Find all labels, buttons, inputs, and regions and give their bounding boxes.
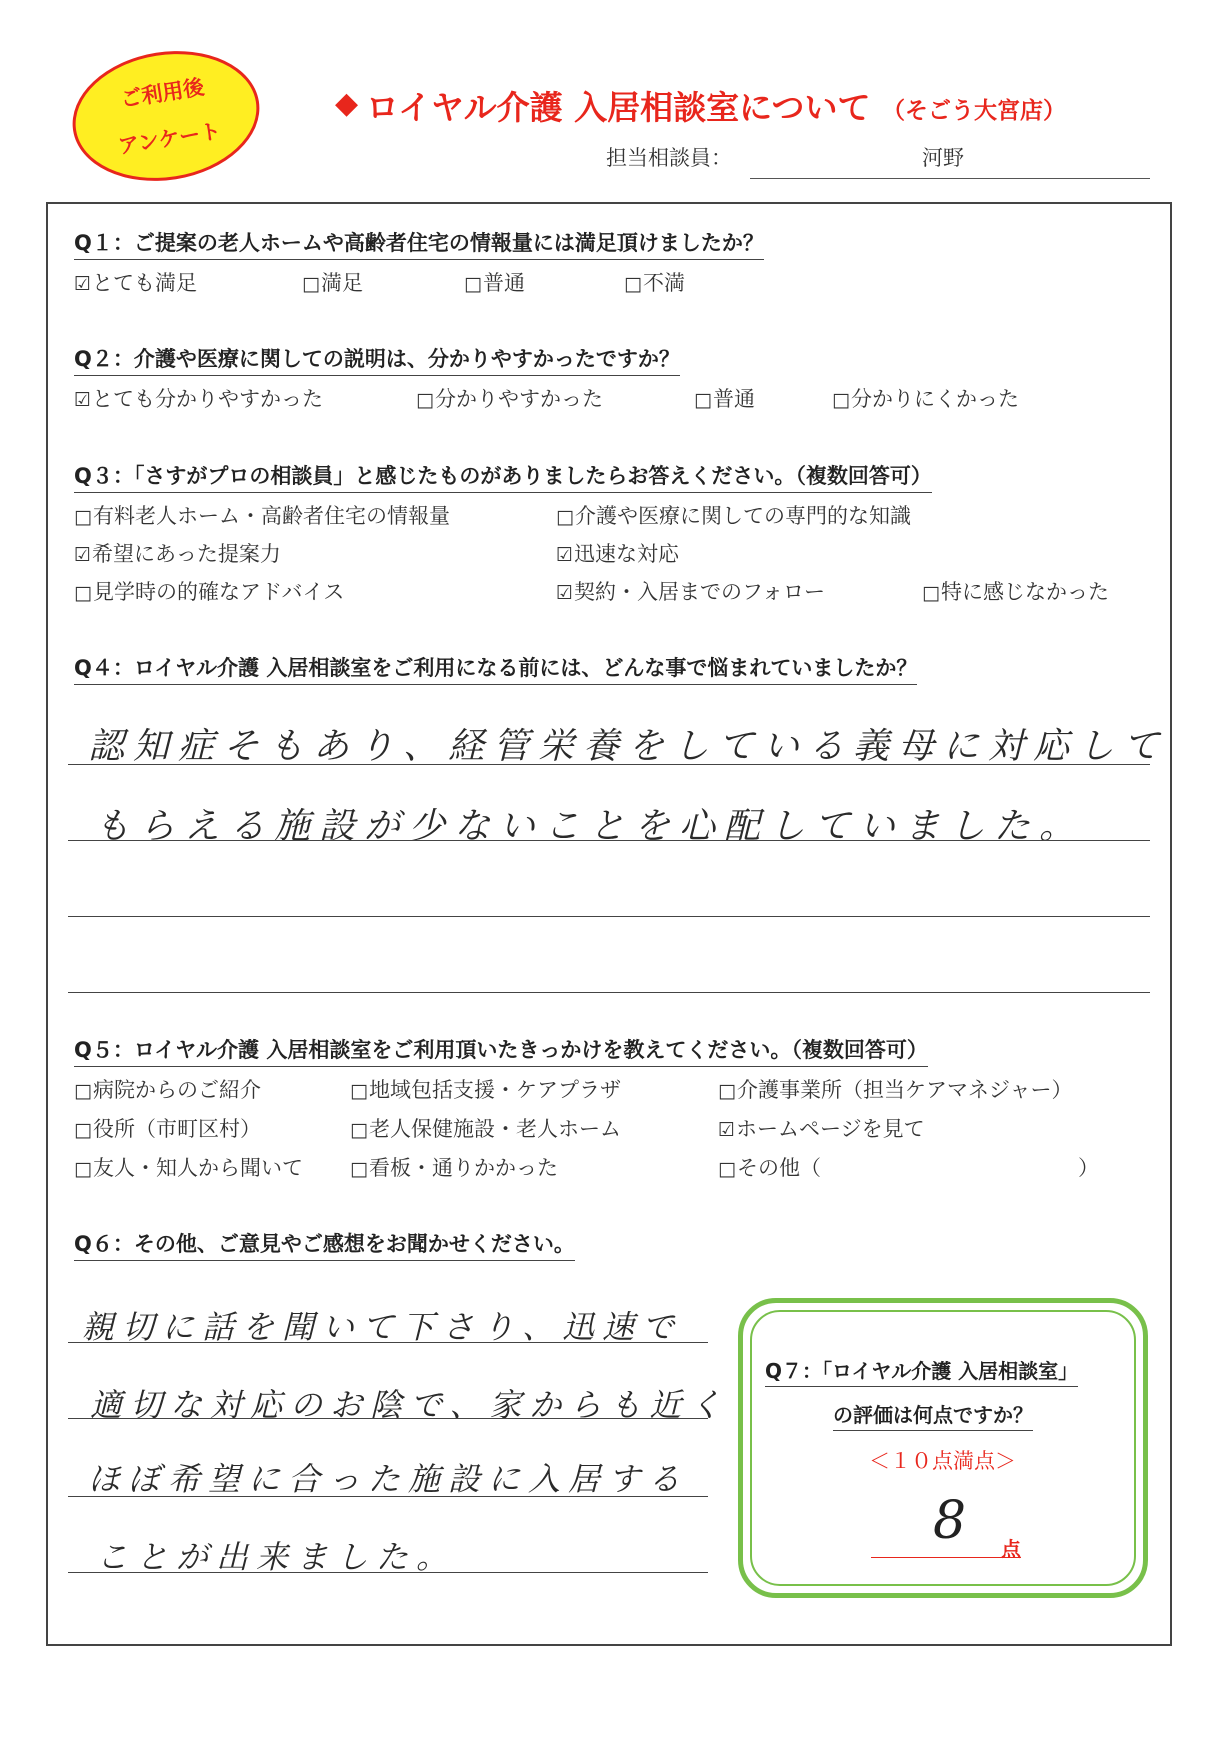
checkbox-icon: □ [74,506,92,528]
q1-question: Q１：ご提案の老人ホームや高齢者住宅の情報量には満足頂けましたか？ [74,227,764,260]
badge-line-1: ご利用後 [119,74,206,112]
q6-answer-line-1: 親切に話を聞いて下さり、迅速で [82,1308,683,1346]
q7-question-line-2: の評価は何点ですか？ [833,1399,1033,1431]
checkbox-icon: □ [74,1119,92,1141]
q6-rule-4 [68,1572,708,1573]
q5-option-7[interactable]: □友人・知人から聞いて [74,1156,303,1180]
q3-option-1[interactable]: □有料老人ホーム・高齢者住宅の情報量 [74,504,450,528]
q4-rule-4 [68,992,1150,993]
q4-answer-line-2: もらえる施設が少ないことを心配していました。 [94,806,1085,847]
staff-label: 担当相談員： [606,146,732,170]
store-name: （そごう大宮店） [882,98,1066,124]
badge-line-2: アンケート [116,118,223,159]
q1-option-2[interactable]: □満足 [302,271,363,295]
q3-question: Q３：「さすがプロの相談員」と感じたものがありましたらお答えください。（複数回答可） [74,460,932,493]
q6-answer-line-3: ほぼ希望に合った施設に入居する [88,1460,689,1498]
q5-option-2[interactable]: □地域包括支援・ケアプラザ [350,1078,621,1102]
q1-option-1[interactable]: ☑とても満足 [74,271,198,295]
q4-rule-1 [68,764,1150,765]
checked-box-icon: ☑ [74,389,92,411]
checkbox-icon: □ [832,389,850,411]
q7-full-score: ＜１０点満点＞ [869,1449,1016,1473]
q6-rule-1 [68,1342,708,1343]
checked-box-icon: ☑ [556,582,574,604]
q6-question: Q６：その他、ご意見やご感想をお聞かせください。 [74,1228,575,1261]
checkbox-icon: □ [922,582,940,604]
q2-option-4[interactable]: □分かりにくかった [832,387,1019,411]
page-title: ロイヤル介護 入居相談室について [366,88,871,127]
q5-option-9[interactable]: □その他（ [718,1156,821,1180]
q5-option-6[interactable]: ☑ホームページを見て [718,1117,925,1141]
q5-other-close: ） [1078,1156,1099,1180]
q4-rule-3 [68,916,1150,917]
q3-option-4[interactable]: ☑迅速な対応 [556,542,680,566]
q6-rule-3 [68,1496,708,1497]
q5-option-8[interactable]: □看板・通りかかった [350,1156,558,1180]
checkbox-icon: □ [350,1119,368,1141]
q2-question: Q２：介護や医療に関しての説明は、分かりやすかったですか？ [74,343,680,376]
q7-question-line-1: Q７：「ロイヤル介護 入居相談室」 [765,1355,1078,1387]
checkbox-icon: □ [74,582,92,604]
checked-box-icon: ☑ [74,273,92,295]
q4-question: Q４：ロイヤル介護 入居相談室をご利用になる前には、どんな事で悩まれていましたか？ [74,652,917,685]
q6-rule-2 [68,1418,708,1419]
q3-option-6[interactable]: ☑契約・入居までのフォロー [556,580,825,604]
q3-option-3[interactable]: ☑希望にあった提案力 [74,542,281,566]
checkbox-icon: □ [74,1158,92,1180]
checkbox-icon: □ [718,1158,736,1180]
checkbox-icon: □ [302,273,320,295]
checked-box-icon: ☑ [74,544,92,566]
staff-name: 河野 [922,146,964,170]
usage-survey-badge [63,38,269,194]
q7-score-underline [871,1557,1021,1558]
checkbox-icon: □ [556,506,574,528]
checkbox-icon: □ [416,389,434,411]
q4-rule-2 [68,840,1150,841]
q3-option-2[interactable]: □介護や医療に関しての専門的な知識 [556,504,911,528]
q6-answer-line-2: 適切な対応のお陰で、家からも近く [90,1386,730,1424]
q1-option-3[interactable]: □普通 [464,271,525,295]
q7-score-unit: 点 [1001,1537,1021,1561]
checkbox-icon: □ [694,389,712,411]
checkbox-icon: □ [350,1158,368,1180]
q5-option-3[interactable]: □介護事業所（担当ケアマネジャー） [718,1078,1073,1102]
q3-option-5[interactable]: □見学時の的確なアドバイス [74,580,345,604]
q7-score-box [738,1298,1148,1598]
checkbox-icon: □ [350,1080,368,1102]
q2-option-2[interactable]: □分かりやすかった [416,387,603,411]
q2-option-1[interactable]: ☑とても分かりやすかった [74,387,324,411]
q5-question: Q５：ロイヤル介護 入居相談室をご利用頂いたきっかけを教えてください。（複数回答可） [74,1034,928,1067]
q6-answer-line-4: ことが出来ました。 [96,1538,457,1576]
checkbox-icon: □ [74,1080,92,1102]
q5-option-4[interactable]: □役所（市町区村） [74,1117,261,1141]
q7-score[interactable]: 8 [933,1491,967,1551]
q3-option-7[interactable]: □特に感じなかった [922,580,1109,604]
diamond-icon: ◆ [335,86,359,121]
q4-answer-line-1: 認知症そもあり、経管栄養をしている義母に対応して [88,726,1169,767]
checkbox-icon: □ [718,1080,736,1102]
q2-option-3[interactable]: □普通 [694,387,755,411]
staff-underline [750,178,1150,179]
checked-box-icon: ☑ [556,544,574,566]
checked-box-icon: ☑ [718,1119,736,1141]
checkbox-icon: □ [464,273,482,295]
q5-option-5[interactable]: □老人保健施設・老人ホーム [350,1117,621,1141]
q1-option-4[interactable]: □不満 [624,271,685,295]
checkbox-icon: □ [624,273,642,295]
q5-option-1[interactable]: □病院からのご紹介 [74,1078,261,1102]
